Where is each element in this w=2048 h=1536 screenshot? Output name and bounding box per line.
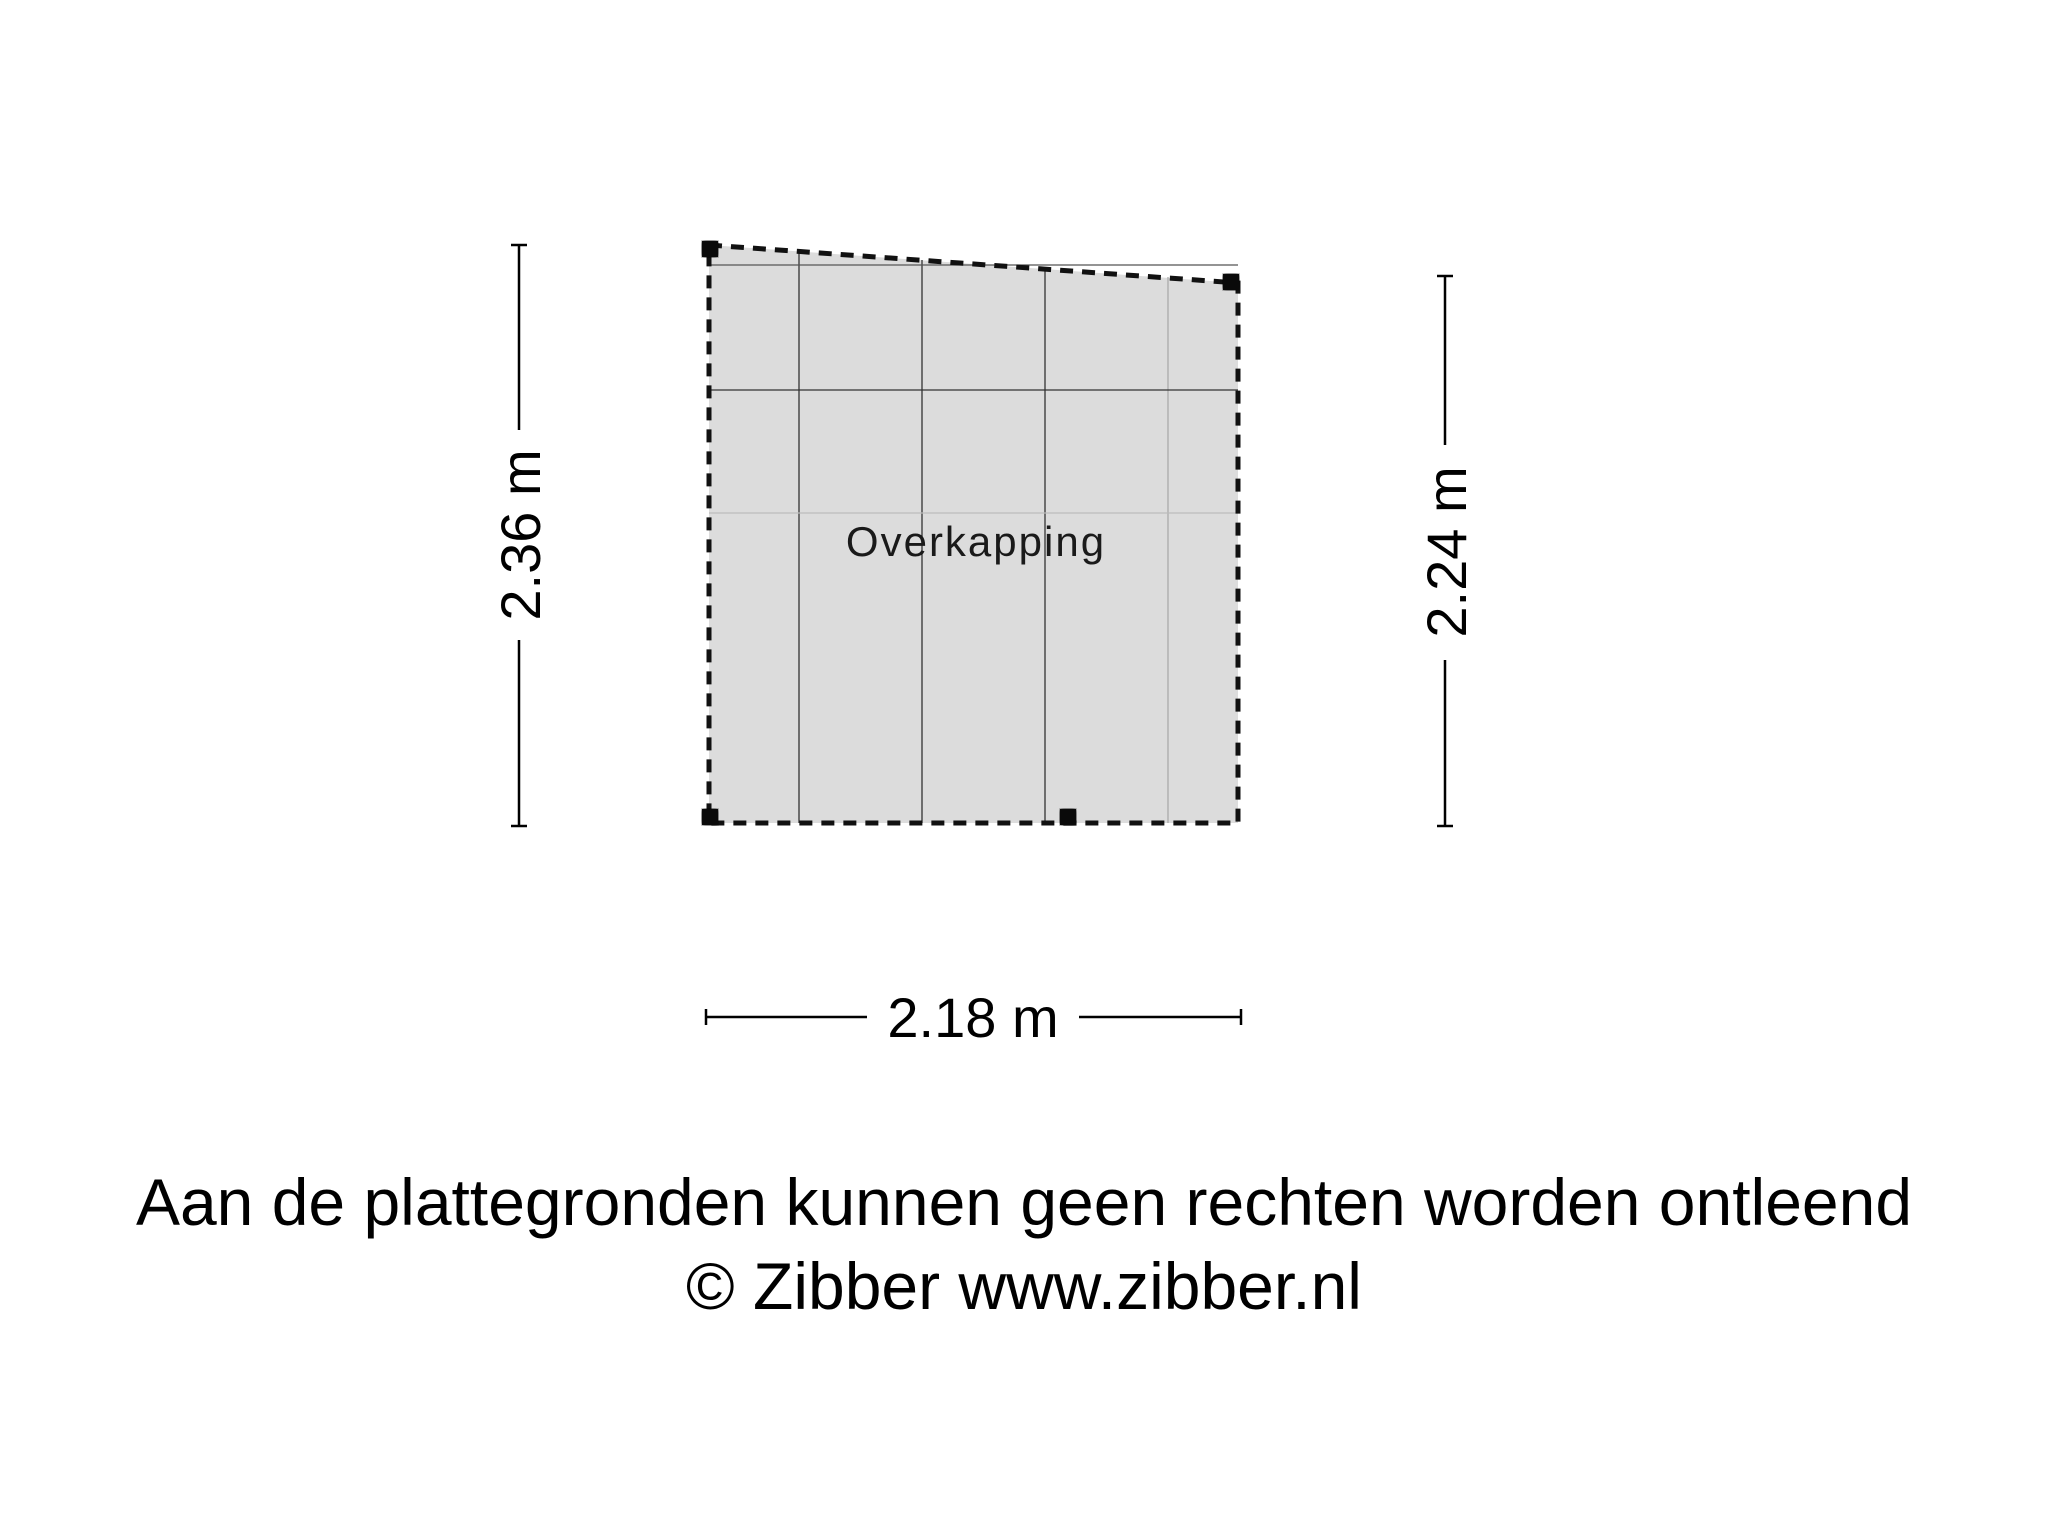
- post: [702, 809, 718, 825]
- dimension-bottom-label: 2.18 m: [887, 986, 1059, 1049]
- dimension-left-label: 2.36 m: [489, 449, 552, 621]
- post: [702, 241, 718, 257]
- room-label: Overkapping: [845, 518, 1107, 565]
- copyright-text: © Zibber www.zibber.nl: [686, 1249, 1362, 1323]
- disclaimer-text: Aan de plattegronden kunnen geen rechten worden ontleend: [135, 1165, 1913, 1239]
- post: [1060, 809, 1076, 825]
- dimension-right-label: 2.24 m: [1415, 466, 1478, 638]
- post: [1223, 274, 1239, 290]
